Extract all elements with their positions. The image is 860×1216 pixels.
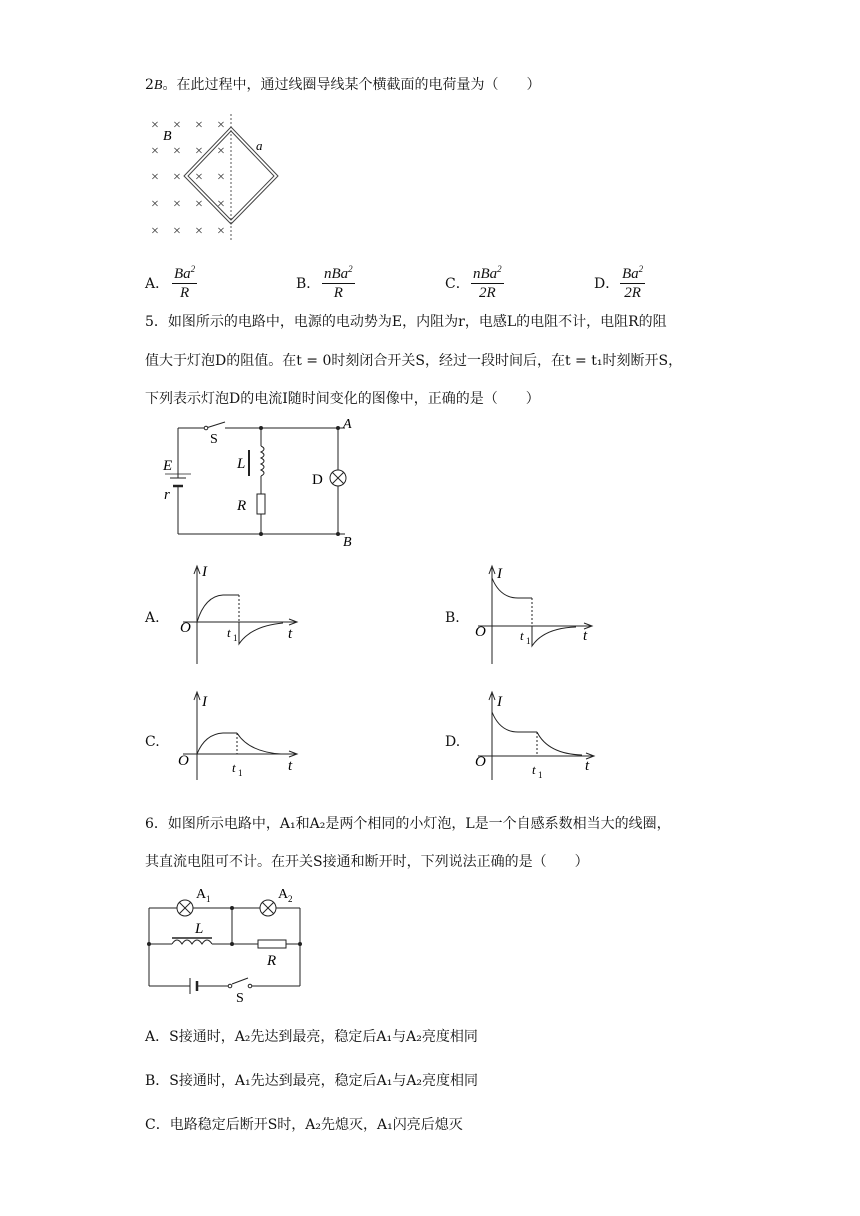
q4-magnetic-field-figure [145, 112, 285, 242]
q4-option-a[interactable]: A． [145, 276, 170, 292]
q4-option-a-fraction: $\frac{Ba^2}{R}$ [172, 261, 197, 302]
label-A: A [343, 417, 352, 432]
q4-option-b[interactable]: B． [296, 276, 321, 292]
q5-graph-d [470, 688, 610, 788]
q5-option-b-label[interactable]: B. [445, 610, 460, 626]
cross-mark: × [217, 144, 225, 159]
svg-text:I: I [202, 694, 207, 710]
q6-option-a[interactable]: A．S接通时，A₂先达到最亮，稳定后A₁与A₂亮度相同 [145, 1029, 478, 1045]
svg-text:t: t [520, 628, 524, 643]
q5-graph-b [470, 560, 610, 670]
svg-text:t: t [227, 625, 231, 640]
cross-mark: × [217, 197, 225, 212]
label-L: L [195, 921, 204, 937]
cross-mark: × [195, 118, 203, 133]
svg-text:1: 1 [526, 636, 531, 646]
svg-text:t: t [232, 760, 236, 775]
cross-mark: × [195, 144, 203, 159]
label-r: r [164, 487, 170, 503]
cross-mark: × [173, 224, 181, 239]
q5-stem-line-3: 下列表示灯泡D的电流I随时间变化的图像中，正确的是（ ） [145, 391, 540, 407]
svg-text:I: I [202, 564, 207, 580]
svg-text:1: 1 [206, 894, 211, 904]
q5-stem-line-1: 5．如图所示的电路中，电源的电动势为E，内阻为r，电感L的电阻不计，电阻R的阻 [145, 314, 667, 330]
svg-text:1: 1 [538, 770, 543, 780]
q4-option-c[interactable]: C． [445, 276, 470, 292]
svg-text:t: t [583, 628, 588, 644]
cross-mark: × [173, 170, 181, 185]
label-B: B [343, 535, 352, 550]
svg-text:O: O [475, 624, 486, 640]
q5-stem-line-2: 值大于灯泡D的阻值。在t = 0时刻闭合开关S，经过一段时间后，在t = t₁时刻断开S， [145, 353, 683, 369]
cross-mark: × [151, 197, 159, 212]
q5-option-a-label[interactable]: A. [145, 610, 160, 626]
label-E: E [163, 458, 173, 474]
cross-mark: × [195, 224, 203, 239]
label-S: S [236, 991, 244, 1003]
q5-graph-c [175, 688, 315, 788]
cross-mark: × [195, 170, 203, 185]
svg-text:O: O [475, 754, 486, 770]
label-L: L [237, 456, 246, 472]
label-R: R [267, 953, 277, 969]
cross-mark: × [151, 118, 159, 133]
q6-option-c[interactable]: C．电路稳定后断开S时，A₂先熄灭，A₁闪亮后熄灭 [145, 1117, 463, 1133]
q6-stem-line-2: 其直流电阻可不计。在开关S接通和断开时，下列说法正确的是（ ） [145, 854, 589, 870]
cross-mark: × [217, 224, 225, 239]
q6-stem-line-1: 6．如图所示电路中，A₁和A₂是两个相同的小灯泡，L是一个自感系数相当大的线圈， [145, 816, 671, 832]
svg-text:O: O [178, 753, 189, 769]
svg-text:t: t [585, 758, 590, 774]
label-D: D [312, 472, 323, 488]
label-A2: A [278, 887, 289, 902]
label-S: S [210, 432, 218, 447]
q5-option-c-label[interactable]: C. [145, 734, 160, 750]
cross-mark: × [195, 197, 203, 212]
q6-circuit-diagram [140, 878, 310, 1003]
svg-text:t: t [288, 758, 293, 774]
cross-mark: × [151, 144, 159, 159]
svg-text:O: O [180, 620, 191, 636]
cross-mark: × [173, 118, 181, 133]
svg-text:t: t [288, 626, 293, 642]
q4-option-d-fraction: $\frac{Ba^2}{2R}$ [620, 261, 645, 302]
svg-text:1: 1 [238, 768, 243, 778]
cross-mark: × [151, 170, 159, 185]
cross-mark: × [151, 224, 159, 239]
svg-text:I: I [497, 566, 502, 582]
q4-option-c-fraction: nBa$^2$ 2R [471, 261, 504, 302]
q4-stem-line: 2B。在此过程中，通过线圈导线某个横截面的电荷量为（ ） [145, 77, 541, 93]
label-A1: A [196, 887, 207, 902]
q5-option-d-label[interactable]: D. [445, 734, 461, 750]
q5-graph-a [175, 560, 315, 670]
q6-option-b[interactable]: B．S接通时，A₁先达到最亮，稳定后A₁与A₂亮度相同 [145, 1073, 479, 1089]
label-a: a [256, 138, 263, 153]
q5-circuit-diagram [155, 412, 365, 552]
cross-mark: × [217, 170, 225, 185]
svg-text:1: 1 [233, 633, 238, 643]
label-B: B [163, 129, 172, 144]
cross-mark: × [173, 197, 181, 212]
q4-option-b-fraction: nBa$^2$ R [322, 261, 355, 302]
svg-text:t: t [532, 762, 536, 777]
label-R: R [237, 498, 247, 514]
svg-text:I: I [497, 694, 502, 710]
cross-mark: × [217, 118, 225, 133]
svg-text:2: 2 [288, 894, 293, 904]
q4-option-d[interactable]: D． [594, 276, 620, 292]
cross-mark: × [173, 144, 181, 159]
